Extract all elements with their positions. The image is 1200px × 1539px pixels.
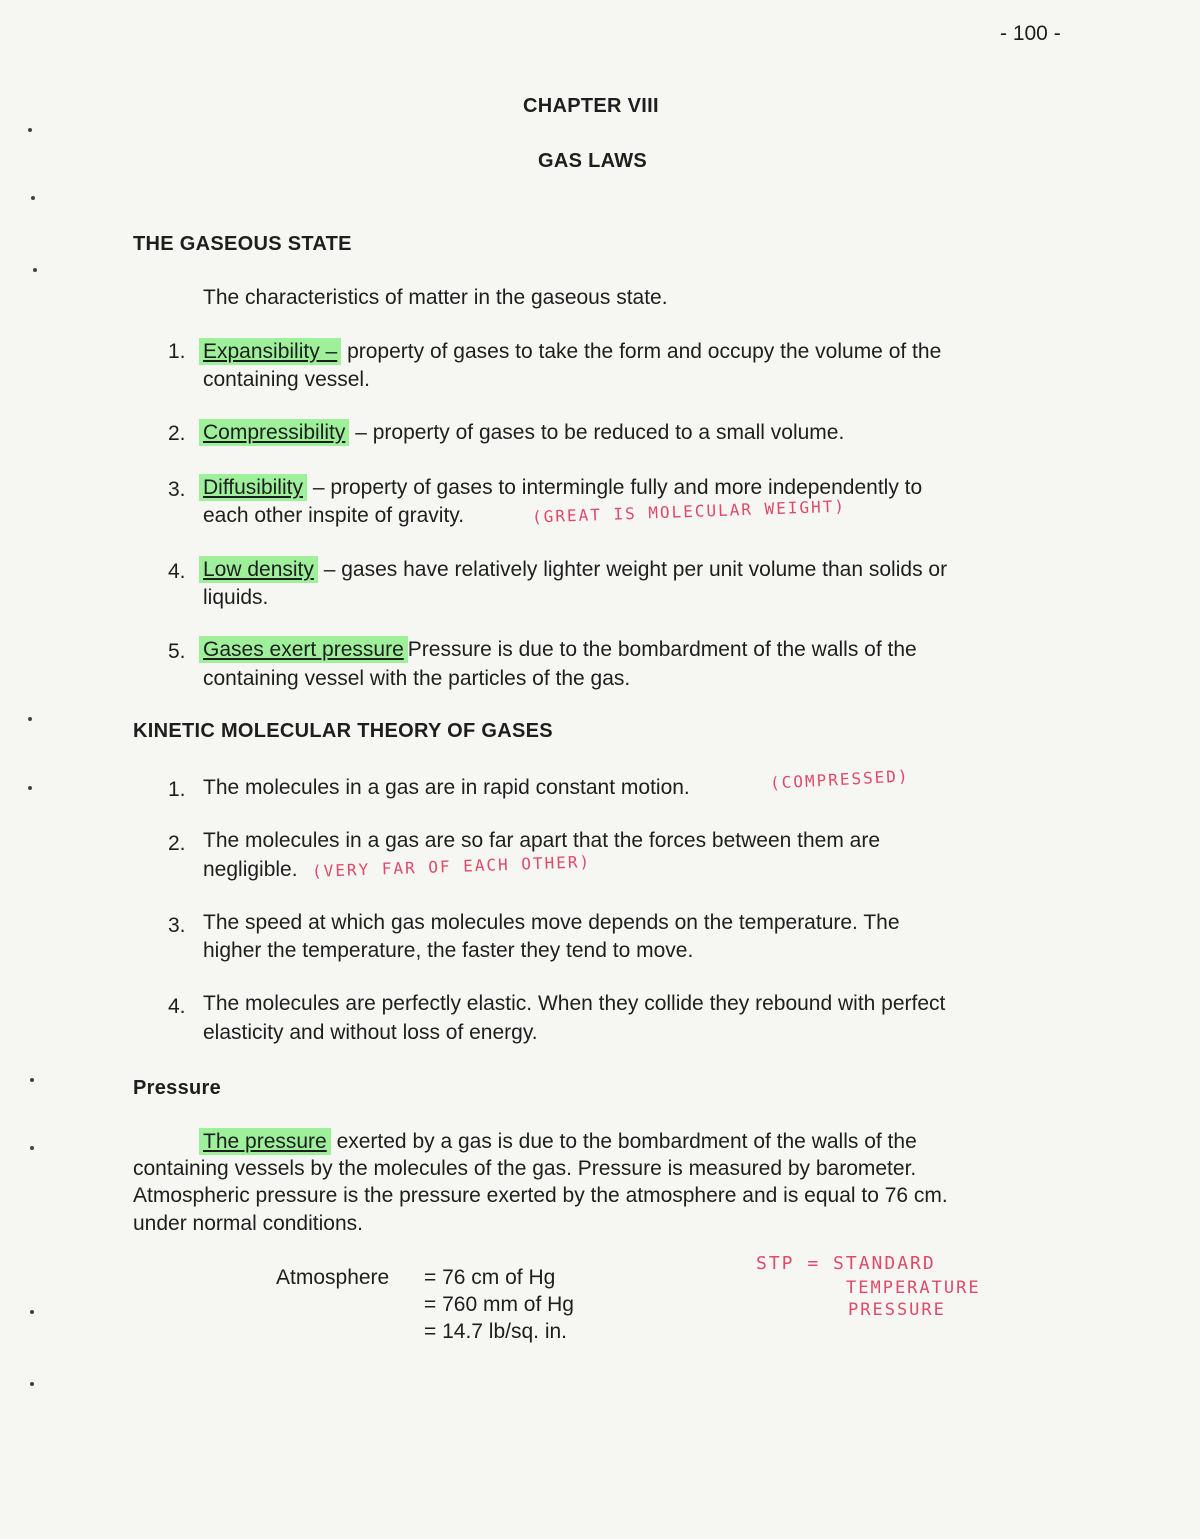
section-heading-gaseous-state: THE GASEOUS STATE bbox=[133, 233, 352, 255]
handwritten-note-far-apart: (VERY FAR OF EACH OTHER) bbox=[311, 852, 592, 881]
paragraph-line: Atmospheric pressure is the pressure exerted by the atmosphere and is equal to 76 cm. bbox=[133, 1184, 948, 1207]
list-number: 2. bbox=[168, 832, 186, 855]
term-expansibility: Expansibility – bbox=[199, 338, 341, 365]
item-text-continued: elasticity and without loss of energy. bbox=[203, 1021, 538, 1044]
item-text: Pressure is due to the bombardment of the walls of the bbox=[407, 638, 917, 661]
item-text: property of gases to take the form and occupy the volume of the bbox=[341, 340, 942, 363]
list-item: The molecules in a gas are in rapid constant motion. bbox=[203, 776, 690, 799]
scan-speck bbox=[28, 128, 32, 132]
list-item bbox=[203, 419, 844, 447]
list-item bbox=[203, 556, 947, 584]
list-number: 1. bbox=[168, 778, 186, 801]
item-text-continued: containing vessel with the particles of the gas. bbox=[203, 667, 631, 690]
atmosphere-value: = 76 cm of Hg bbox=[424, 1266, 556, 1289]
item-text-continued: higher the temperature, the faster they tend to move. bbox=[203, 939, 694, 962]
atmosphere-value: = 14.7 lb/sq. in. bbox=[424, 1320, 568, 1343]
item-text: – property of gases to intermingle fully and more independently to bbox=[306, 476, 923, 499]
list-item: The speed at which gas molecules move depends on the temperature. The bbox=[203, 911, 900, 934]
list-number: 3. bbox=[168, 478, 186, 501]
list-number: 2. bbox=[168, 422, 186, 445]
handwritten-note-pressure: PRESSURE bbox=[848, 1300, 946, 1320]
list-item bbox=[203, 338, 941, 366]
atmosphere-label: Atmosphere bbox=[276, 1266, 390, 1289]
scan-speck bbox=[30, 1382, 34, 1386]
list-number: 3. bbox=[168, 914, 186, 937]
paragraph-text: exerted by a gas is due to the bombardment of the walls of the bbox=[330, 1130, 917, 1153]
handwritten-note-molecular-weight: (GREAT IS MOLECULAR WEIGHT) bbox=[531, 496, 847, 527]
term-gases-exert-pressure: Gases exert pressure bbox=[199, 636, 408, 663]
handwritten-note-compressed: (COMPRESSED) bbox=[769, 766, 910, 793]
scan-speck bbox=[30, 1146, 34, 1150]
section-intro: The characteristics of matter in the gaseous state. bbox=[203, 286, 668, 309]
paragraph-line bbox=[203, 1128, 917, 1156]
term-compressibility: Compressibility bbox=[199, 419, 349, 446]
term-low-density: Low density bbox=[199, 556, 318, 583]
item-text-continued: negligible. bbox=[203, 858, 298, 881]
term-diffusibility: Diffusibility bbox=[199, 474, 307, 501]
section-heading-pressure: Pressure bbox=[133, 1077, 222, 1099]
list-item: The molecules are perfectly elastic. When they collide they rebound with perfect bbox=[203, 992, 946, 1015]
item-text-continued: containing vessel. bbox=[203, 368, 370, 391]
section-heading-kinetic-theory: KINETIC MOLECULAR THEORY OF GASES bbox=[133, 720, 553, 742]
item-text-continued: each other inspite of gravity. bbox=[203, 504, 465, 527]
list-number: 4. bbox=[168, 560, 186, 583]
list-number: 4. bbox=[168, 995, 186, 1018]
item-text: – property of gases to be reduced to a small volume. bbox=[349, 421, 845, 444]
item-text-continued: liquids. bbox=[203, 586, 269, 609]
chapter-title: GAS LAWS bbox=[538, 150, 648, 172]
page-number: - 100 - bbox=[1000, 22, 1061, 45]
chapter-label: CHAPTER VIII bbox=[523, 95, 659, 117]
scan-speck bbox=[33, 268, 37, 272]
scan-speck bbox=[28, 717, 32, 721]
list-number: 5. bbox=[168, 640, 186, 663]
item-text: – gases have relatively lighter weight per unit volume than solids or bbox=[317, 558, 948, 581]
paragraph-line: containing vessels by the molecules of the gas. Pressure is measured by barometer. bbox=[133, 1157, 917, 1180]
handwritten-note-stp: STP = STANDARD bbox=[756, 1253, 936, 1274]
list-item: The molecules in a gas are so far apart that the forces between them are bbox=[203, 829, 881, 852]
scan-speck bbox=[30, 1078, 34, 1082]
term-the-pressure: The pressure bbox=[199, 1128, 331, 1155]
scan-speck bbox=[28, 786, 32, 790]
handwritten-note-temperature: TEMPERATURE bbox=[846, 1278, 981, 1298]
paragraph-line: under normal conditions. bbox=[133, 1212, 363, 1235]
list-item bbox=[203, 636, 917, 664]
scan-speck bbox=[31, 196, 35, 200]
scan-speck bbox=[30, 1310, 34, 1314]
list-number: 1. bbox=[168, 340, 186, 363]
atmosphere-value: = 760 mm of Hg bbox=[424, 1293, 574, 1316]
